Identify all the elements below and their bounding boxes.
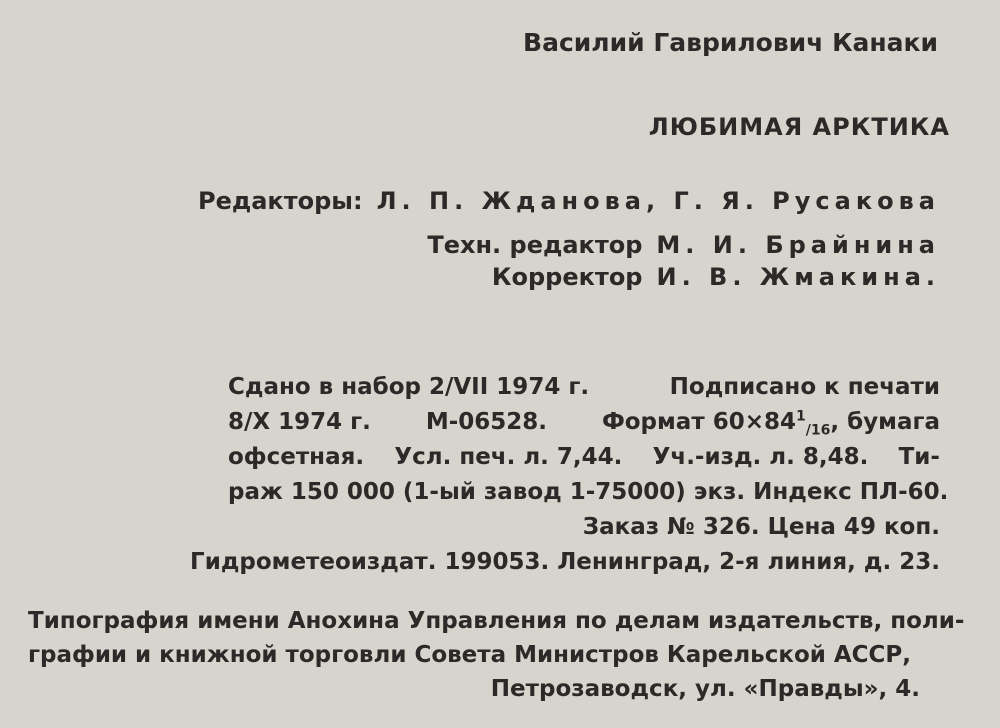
imprint-publisher: Гидрометеоиздат. 199053. Ленинград, 2-я линия, д. 23.: [190, 549, 940, 575]
format-base: 60×84: [712, 409, 796, 435]
corrector-role: Корректор: [491, 263, 643, 291]
imprint-date: 8/X 1974 г.: [228, 409, 371, 435]
imprint-block: [190, 370, 949, 580]
imprint-run: раж 150 000 (1-ый завод 1-75000) экз. Индекс ПЛ-60.: [228, 479, 949, 505]
imprint-typeset: Сдано в набор 2/VII 1974 г.: [228, 374, 590, 400]
editors-role: Редакторы:: [197, 187, 363, 215]
imprint-print-sheets: Усл. печ. л. 7,44.: [394, 444, 623, 470]
editors-credit: [198, 186, 940, 216]
press-line-2: графии и книжной торговли Совета Министров Карельской АССР,: [28, 642, 912, 668]
imprint-signed: Подписано к печати: [669, 374, 940, 400]
imprint-pub-sheets: Уч.-изд. л. 8,48.: [652, 444, 869, 470]
book-title: ЛЮБИМАЯ АРКТИКА: [648, 113, 950, 141]
imprint-format: [602, 405, 940, 440]
format-sub: /16: [805, 422, 831, 439]
corrector-credit: [492, 262, 940, 292]
imprint-offset: офсетная.: [228, 444, 365, 470]
format-sup: 1: [795, 408, 806, 425]
tech-editor-credit: [427, 230, 940, 260]
author-name: Василий Гаврилович Канаки: [523, 28, 938, 57]
imprint-code: М-06528.: [425, 409, 548, 435]
editors-names: Л. П. Жданова, Г. Я. Русакова: [376, 187, 940, 215]
imprint-hyphen: Ти-: [898, 444, 940, 470]
format-paper: , бумага: [830, 409, 940, 435]
press-line-1: Типография имени Анохина Управления по делам издательств, поли-: [28, 608, 965, 634]
printing-house-block: [28, 604, 965, 706]
press-line-3: Петрозаводск, ул. «Правды», 4.: [490, 676, 920, 702]
corrector-name: И. В. Жмакина.: [656, 263, 940, 291]
tech-editor-name: М. И. Брайнина: [656, 231, 940, 259]
tech-editor-role: Техн. редактор: [427, 231, 643, 259]
format-label: Формат: [601, 409, 705, 435]
imprint-order: Заказ № 326. Цена 49 коп.: [582, 514, 940, 540]
